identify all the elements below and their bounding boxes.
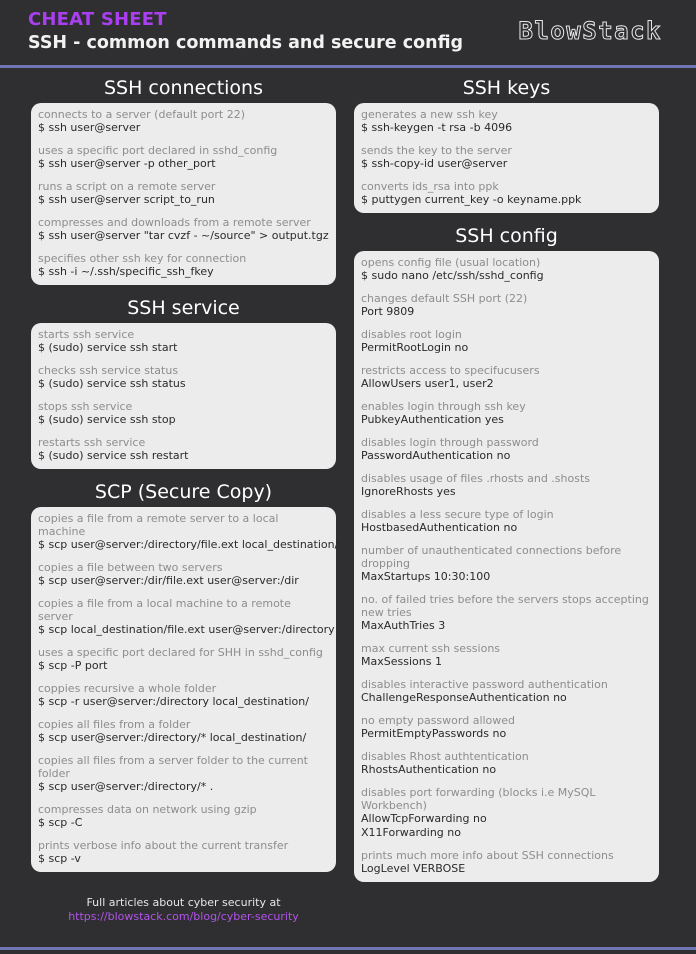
- command-entry: [38, 561, 328, 588]
- command-description: restricts access to specifucusers: [361, 364, 540, 377]
- command-entry: [361, 292, 651, 319]
- command-text: $ scp user@server:/directory/* local_destination/: [38, 731, 307, 744]
- command-entry: [38, 718, 328, 745]
- command-description: max current ssh sessions: [361, 642, 501, 655]
- command-text: $ ssh-copy-id user@server: [361, 157, 508, 170]
- command-text: HostbasedAuthentication no: [361, 521, 518, 534]
- command-entry: [361, 144, 651, 171]
- command-entry: [361, 750, 651, 777]
- command-entry: [361, 180, 651, 207]
- command-entry: [361, 472, 651, 499]
- top-divider: [0, 65, 696, 68]
- command-entry: [38, 144, 328, 171]
- command-entry: [38, 180, 328, 207]
- command-description: runs a script on a remote server: [38, 180, 216, 193]
- section-card-scp-secure-copy: [31, 507, 339, 872]
- command-description: connects to a server (default port 22): [38, 108, 245, 121]
- section-title-ssh-config: SSH config: [455, 225, 558, 247]
- command-description: compresses and downloads from a remote server: [38, 216, 311, 229]
- command-text: $ ssh user@server "tar cvzf - ~/source" > output.tgz: [38, 229, 329, 242]
- section-card-ssh-connections: [31, 103, 336, 285]
- command-description: uses a specific port declared in sshd_config: [38, 144, 278, 157]
- command-description: sends the key to the server: [361, 144, 512, 157]
- command-text: $ scp -C: [38, 816, 83, 829]
- command-description: copies a file between two servers: [38, 561, 223, 574]
- command-text: $ (sudo) service ssh status: [38, 377, 186, 390]
- command-entry: [361, 256, 651, 283]
- command-description: restarts ssh service: [38, 436, 146, 449]
- command-description: copies all files from a server folder to the current folder: [38, 754, 308, 780]
- command-text: $ scp user@server:/dir/file.ext user@server:/dir: [38, 574, 299, 587]
- command-entry: [361, 642, 651, 669]
- command-entry: [38, 436, 328, 463]
- section-title-ssh-connections: SSH connections: [103, 77, 264, 99]
- command-text: $ ssh user@server -p other_port: [38, 157, 216, 170]
- command-description: disables login through password: [361, 436, 539, 449]
- command-text: $ (sudo) service ssh start: [38, 341, 178, 354]
- command-description: generates a new ssh key: [361, 108, 498, 121]
- command-description: specifies other ssh key for connection: [38, 252, 247, 265]
- command-entry: [38, 646, 328, 673]
- command-description: copies a file from a local machine to a remote server: [38, 597, 291, 623]
- command-text: AllowTcpForwarding no: [361, 812, 487, 825]
- command-text: $ ssh user@server script_to_run: [38, 193, 215, 206]
- command-text: RhostsAuthentication no: [361, 763, 497, 776]
- footer-link[interactable]: https://blowstack.com/blog/cyber-security: [68, 910, 299, 923]
- header: [0, 0, 696, 66]
- command-entry: [38, 328, 328, 355]
- section-title-scp-secure-copy: SCP (Secure Copy): [94, 481, 273, 503]
- command-text: MaxStartups 10:30:100: [361, 570, 491, 583]
- command-description: coppies recursive a whole folder: [38, 682, 217, 695]
- command-description: disables port forwarding (blocks i.e MySQL Workbench): [361, 786, 596, 812]
- command-text: ChallengeResponseAuthentication no: [361, 691, 567, 704]
- command-text: IgnoreRhosts yes: [361, 485, 456, 498]
- command-entry: [38, 108, 328, 135]
- command-description: number of unauthenticated connections before dropping: [361, 544, 622, 570]
- command-text: $ (sudo) service ssh stop: [38, 413, 176, 426]
- command-description: opens config file (usual location): [361, 256, 541, 269]
- command-description: compresses data on network using gzip: [38, 803, 257, 816]
- command-description: copies a file from a remote server to a local machine: [38, 512, 279, 538]
- command-text: $ ssh -i ~/.ssh/specific_ssh_fkey: [38, 265, 214, 278]
- command-description: checks ssh service status: [38, 364, 179, 377]
- command-description: uses a specific port declared for SHH in sshd_config: [38, 646, 323, 659]
- command-text: MaxSessions 1: [361, 655, 442, 668]
- command-entry: [38, 597, 335, 637]
- command-description: converts ids_rsa into ppk: [361, 180, 499, 193]
- footer-text: Full articles about cyber security at: [86, 896, 281, 909]
- command-entry: [361, 108, 651, 135]
- command-description: disables usage of files .rhosts and .shosts: [361, 472, 591, 485]
- command-text: X11Forwarding no: [361, 826, 461, 839]
- section-title-ssh-service: SSH service: [127, 297, 240, 319]
- command-entry: [38, 400, 328, 427]
- command-text: $ scp local_destination/file.ext user@server:/directory: [38, 623, 335, 636]
- command-entry: [361, 678, 651, 705]
- right-column: [354, 74, 659, 891]
- footer: [31, 896, 336, 924]
- command-entry: [38, 512, 339, 552]
- command-description: starts ssh service: [38, 328, 135, 341]
- command-description: disables root login: [361, 328, 462, 341]
- command-description: no empty password allowed: [361, 714, 516, 727]
- page-title: SSH - common commands and secure config: [28, 33, 464, 53]
- bottom-divider: [0, 947, 696, 950]
- cheat-sheet-label: CHEAT SHEET: [28, 9, 167, 30]
- command-text: LogLevel VERBOSE: [361, 862, 466, 875]
- command-entry: [361, 328, 651, 355]
- left-column: [31, 74, 339, 881]
- command-description: no. of failed tries before the servers stops accepting new tries: [361, 593, 649, 619]
- command-text: PermitEmptyPasswords no: [361, 727, 507, 740]
- command-text: Port 9809: [361, 305, 415, 318]
- section-card-ssh-keys: [354, 103, 659, 213]
- command-text: $ scp user@server:/directory/* .: [38, 780, 214, 793]
- command-entry: [38, 364, 328, 391]
- command-text: $ (sudo) service ssh restart: [38, 449, 189, 462]
- command-text: $ scp user@server:/directory/file.ext local_destination/: [38, 538, 339, 551]
- command-entry: [361, 436, 651, 463]
- command-entry: [38, 682, 328, 709]
- command-entry: [361, 544, 651, 584]
- command-text: $ ssh user@server: [38, 121, 141, 134]
- command-entry: [361, 400, 651, 427]
- command-description: changes default SSH port (22): [361, 292, 528, 305]
- command-entry: [361, 508, 651, 535]
- section-card-ssh-config: [354, 251, 659, 882]
- command-entry: [38, 839, 328, 866]
- command-description: stops ssh service: [38, 400, 133, 413]
- command-entry: [38, 216, 328, 243]
- command-description: disables Rhost authtentication: [361, 750, 529, 763]
- command-text: MaxAuthTries 3: [361, 619, 446, 632]
- section-card-ssh-service: [31, 323, 336, 469]
- command-description: disables a less secure type of login: [361, 508, 554, 521]
- command-description: prints much more info about SSH connections: [361, 849, 614, 862]
- command-description: enables login through ssh key: [361, 400, 526, 413]
- command-description: prints verbose info about the current transfer: [38, 839, 289, 852]
- command-text: $ puttygen current_key -o keyname.ppk: [361, 193, 582, 206]
- command-text: $ scp -P port: [38, 659, 108, 672]
- command-text: $ scp -v: [38, 852, 81, 865]
- command-entry: [361, 714, 651, 741]
- command-text: PasswordAuthentication no: [361, 449, 511, 462]
- command-entry: [38, 754, 328, 794]
- command-entry: [361, 849, 651, 876]
- command-text: $ scp -r user@server:/directory local_destination/: [38, 695, 309, 708]
- command-text: $ ssh-keygen -t rsa -b 4096: [361, 121, 513, 134]
- command-entry: [38, 803, 328, 830]
- command-text: AllowUsers user1, user2: [361, 377, 494, 390]
- command-entry: [38, 252, 328, 279]
- command-entry: [361, 364, 651, 391]
- command-description: disables interactive password authentication: [361, 678, 608, 691]
- command-description: copies all files from a folder: [38, 718, 191, 731]
- section-title-ssh-keys: SSH keys: [462, 77, 551, 99]
- command-entry: [361, 593, 651, 633]
- command-text: PermitRootLogin no: [361, 341, 469, 354]
- command-text: PubkeyAuthentication yes: [361, 413, 504, 426]
- brand-logo: BlowStack: [518, 17, 662, 45]
- command-text: $ sudo nano /etc/ssh/sshd_config: [361, 269, 544, 282]
- command-entry: [361, 786, 651, 840]
